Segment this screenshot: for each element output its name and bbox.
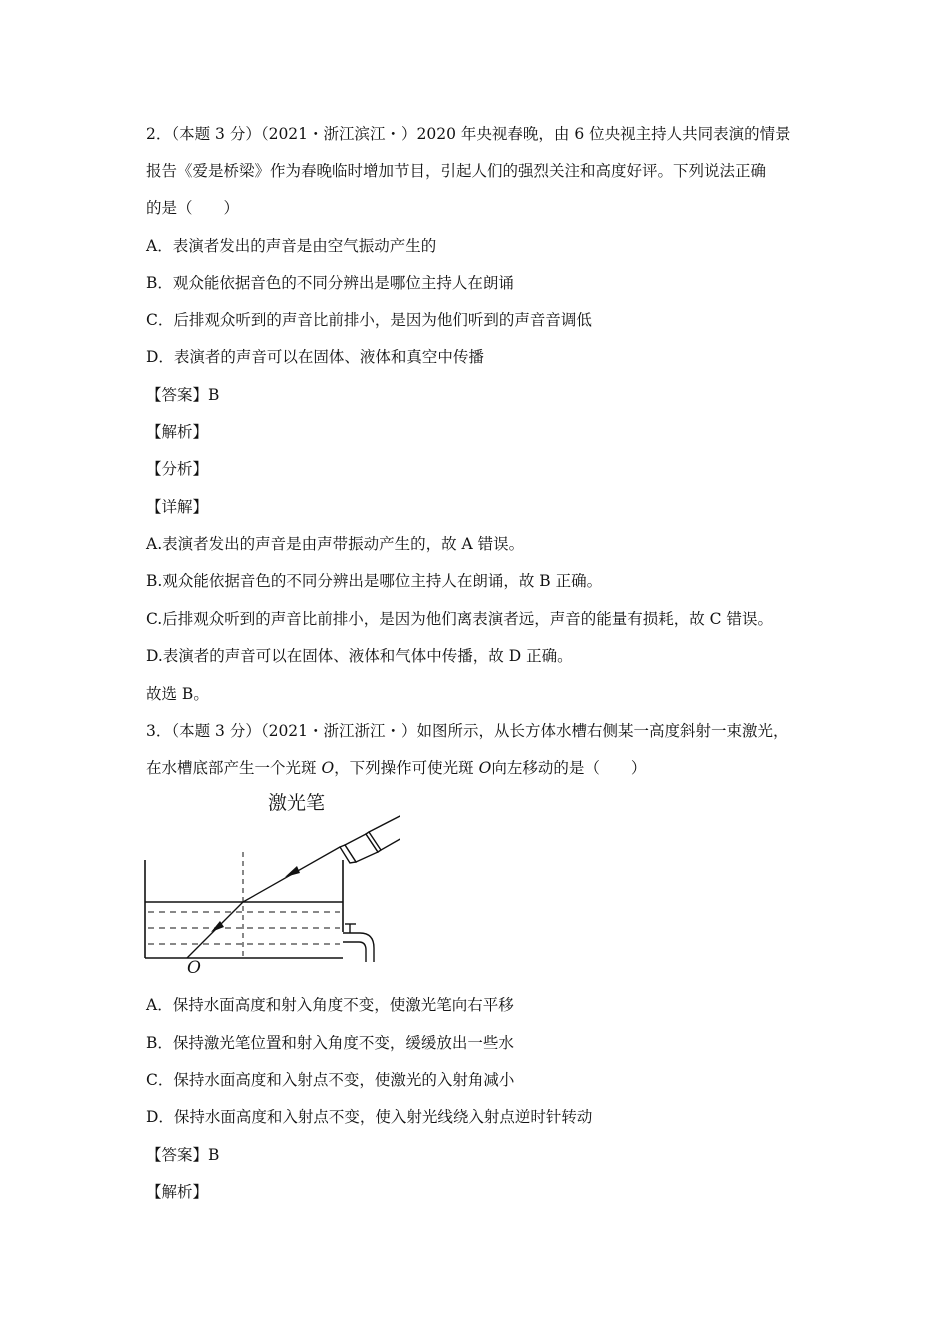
q2-fenxi-heading: 【分析】: [146, 460, 209, 478]
q2-analysis-heading: 【解析】: [146, 423, 209, 441]
q2-detail-d: D.表演者的声音可以在固体、液体和气体中传播，故 D 正确。: [146, 647, 573, 665]
q3-stem-text-a: 在水槽底部产生一个光斑: [146, 759, 322, 777]
q3-stem-line-1: 3．（本题 3 分）（2021・浙江浙江・）如图所示，从长方体水槽右侧某一高度斜射一束激光，: [146, 722, 789, 740]
q2-stem-line-1: 2．（本题 3 分）（2021・浙江滨江・）2020 年央视春晚，由 6 位央视主持人共同表演的情景: [146, 125, 791, 143]
q2-option-b: B．观众能依据音色的不同分辨出是哪位主持人在朗诵: [146, 274, 514, 292]
water-tank-laser-figure: [140, 790, 400, 980]
q2-option-c: C．后排观众听到的声音比前排小，是因为他们听到的声音音调低: [146, 311, 592, 329]
q2-detail-b: B.观众能依据音色的不同分辨出是哪位主持人在朗诵，故 B 正确。: [146, 572, 603, 590]
q2-option-d: D．表演者的声音可以在固体、液体和真空中传播: [146, 348, 484, 366]
incident-arrow: [285, 866, 300, 877]
q3-stem-line-2: [146, 758, 646, 778]
q2-answer: 【答案】B: [146, 386, 220, 404]
q2-detail-a: A.表演者发出的声音是由声带振动产生的，故 A 错误。: [146, 535, 525, 553]
q3-option-c: C．保持水面高度和入射点不变，使激光的入射角减小: [146, 1071, 515, 1089]
q2-conclusion: 故选 B。: [146, 685, 209, 703]
water-dashes: [148, 912, 340, 944]
q3-option-d: D．保持水面高度和入射点不变，使入射光线绕入射点逆时针转动: [146, 1108, 593, 1126]
q3-option-b: B．保持激光笔位置和射入角度不变，缓缓放出一些水: [146, 1034, 514, 1052]
laser-pen-label: 激光笔: [268, 792, 326, 814]
q2-stem-line-2: 报告《爱是桥梁》作为春晚临时增加节目，引起人们的强烈关注和高度好评。下列说法正确: [146, 162, 767, 180]
q3-answer: 【答案】B: [146, 1146, 220, 1164]
tank-outline: [145, 860, 343, 958]
q3-stem-point-o: O: [321, 759, 335, 777]
q2-detail-heading: 【详解】: [146, 498, 209, 516]
q2-option-a: A．表演者发出的声音是由空气振动产生的: [146, 237, 437, 255]
q3-stem-point-o-2: O: [478, 759, 492, 777]
q3-analysis-heading: 【解析】: [146, 1183, 209, 1201]
q2-detail-c: C.后排观众听到的声音比前排小，是因为他们离表演者远，声音的能量有损耗，故 C 错误。: [146, 610, 773, 628]
drain-pipe: [343, 924, 374, 962]
point-o-label: O: [187, 958, 201, 978]
q3-stem-text-c: 向左移动的是（ ）: [491, 759, 647, 777]
q2-stem-line-3: 的是（ ）: [146, 199, 240, 217]
laser-pen: [340, 815, 400, 863]
q3-stem-text-b: ，下列操作可使光斑: [334, 759, 479, 777]
q3-option-a: A．保持水面高度和射入角度不变，使激光笔向右平移: [146, 996, 514, 1014]
